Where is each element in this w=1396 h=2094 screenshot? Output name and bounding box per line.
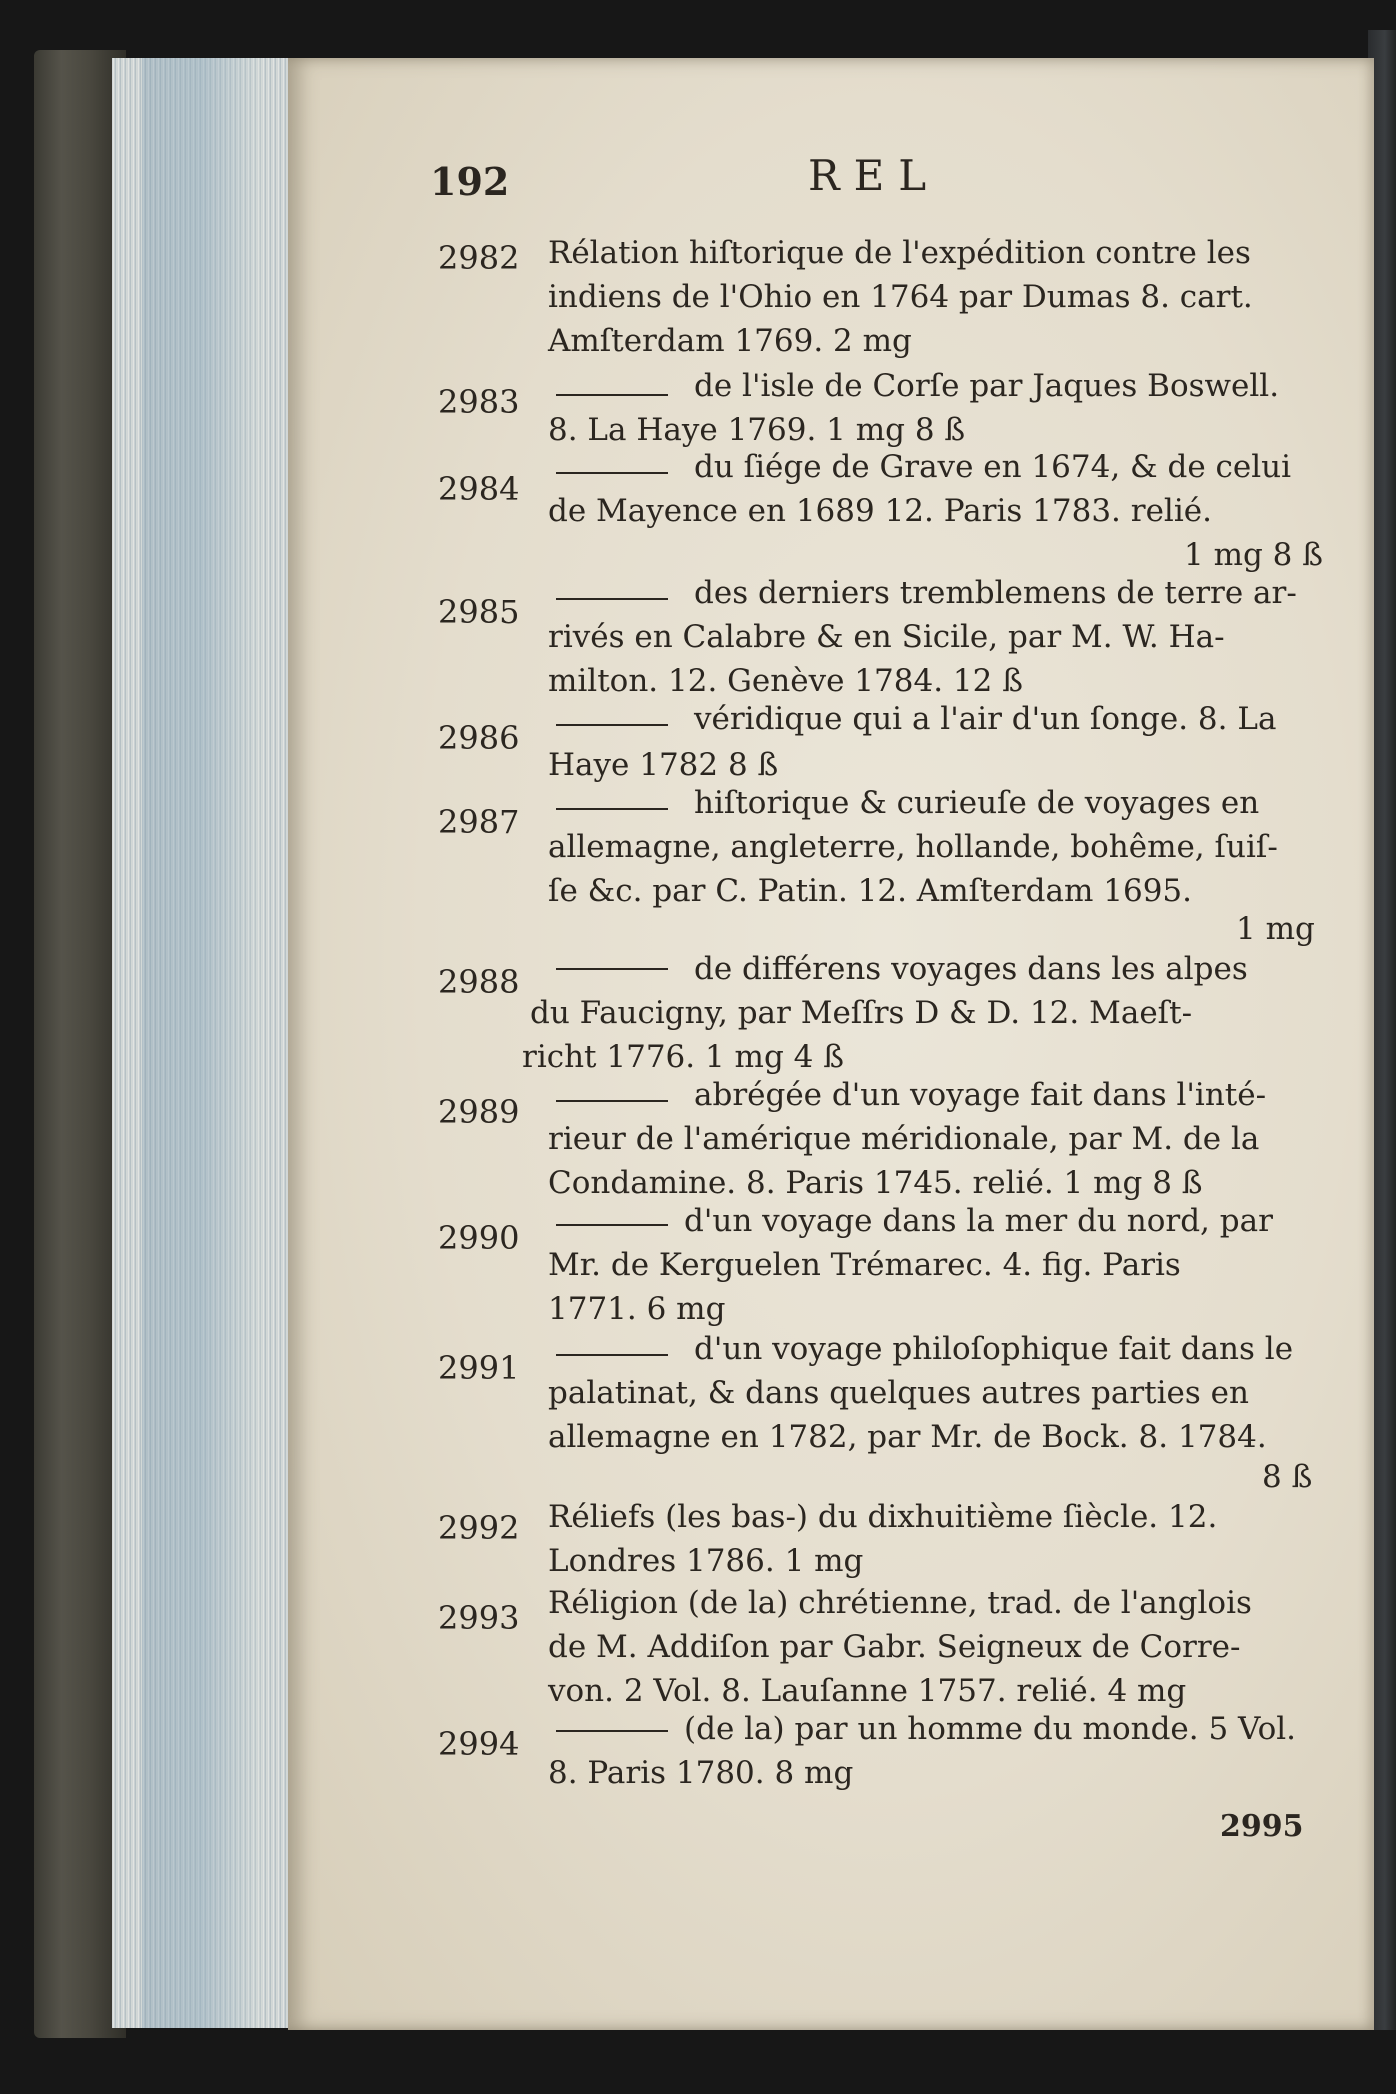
entry-line: rivés en Calabre & en Sicile, par M. W. Ha-	[548, 619, 1225, 655]
entry-line: 8 ß	[1262, 1459, 1313, 1495]
entry-line: richt 1776. 1 mg 4 ß	[522, 1039, 844, 1075]
entry-line: Mr. de Kerguelen Trémarec. 4. fig. Paris	[548, 1247, 1181, 1283]
entry-number: 2983	[438, 383, 520, 421]
entry-number: 2993	[438, 1599, 520, 1637]
entry-line: d'un voyage dans la mer du nord, par	[684, 1203, 1273, 1239]
ditto-dash	[556, 1730, 668, 1732]
entry-line: Amſterdam 1769. 2 mg	[548, 323, 912, 359]
entry-line: 1 mg	[1236, 911, 1315, 947]
entry-line: rieur de l'amérique méridionale, par M. de la	[548, 1121, 1260, 1157]
entry-line: allemagne en 1782, par Mr. de Bock. 8. 1784.	[548, 1419, 1267, 1455]
entry-line: du ſiége de Grave en 1674, & de celui	[694, 449, 1292, 485]
entry-line: Condamine. 8. Paris 1745. relié. 1 mg 8 ß	[548, 1165, 1203, 1201]
ditto-dash	[556, 1354, 668, 1356]
entry-number: 2987	[438, 803, 520, 841]
ditto-dash	[556, 808, 668, 810]
entry-number: 2991	[438, 1349, 520, 1387]
entry-number: 2988	[438, 963, 520, 1001]
entry-number: 2989	[438, 1093, 520, 1131]
page-number: 192	[430, 159, 510, 204]
ditto-dash	[556, 968, 668, 970]
entry-line: de différens voyages dans les alpes	[694, 951, 1248, 987]
entry-number: 2984	[438, 470, 520, 508]
entry-line: d'un voyage philoſophique fait dans le	[694, 1331, 1294, 1367]
entry-number: 2985	[438, 593, 520, 631]
entry-line: Réliefs (les bas-) du dixhuitième ſiècle. 12.	[548, 1499, 1218, 1535]
ditto-dash	[556, 724, 668, 726]
entry-line: indiens de l'Ohio en 1764 par Dumas 8. cart.	[548, 279, 1253, 315]
ditto-dash	[556, 394, 668, 396]
entry-line: Réligion (de la) chrétienne, trad. de l'anglois	[548, 1585, 1252, 1621]
catchword: 2995	[1220, 1809, 1304, 1844]
ditto-dash	[556, 1224, 668, 1226]
entry-line: de M. Addiſon par Gabr. Seigneux de Corre-	[548, 1629, 1241, 1665]
entry-line: Londres 1786. 1 mg	[548, 1543, 864, 1579]
entry-number: 2986	[438, 719, 520, 757]
entry-number: 2990	[438, 1219, 520, 1257]
entry-line: abrégée d'un voyage fait dans l'inté-	[694, 1077, 1267, 1113]
entry-line: milton. 12. Genève 1784. 12 ß	[548, 663, 1023, 699]
entry-number: 2994	[438, 1725, 520, 1763]
entry-line: (de la) par un homme du monde. 5 Vol.	[684, 1711, 1297, 1747]
entry-line: 1771. 6 mg	[548, 1291, 726, 1327]
entry-line: 8. Paris 1780. 8 mg	[548, 1755, 854, 1791]
ditto-dash	[556, 598, 668, 600]
entry-line: véridique qui a l'air d'un ſonge. 8. La	[694, 701, 1277, 737]
running-head: REL	[808, 151, 941, 200]
entry-line: de l'isle de Corſe par Jaques Boswell.	[694, 368, 1280, 404]
entry-line: du Faucigny, par Meſſrs D & D. 12. Maeſt-	[530, 995, 1193, 1031]
entry-line: Haye 1782 8 ß	[548, 747, 779, 783]
entry-line: hiſtorique & curieuſe de voyages en	[694, 785, 1260, 821]
ditto-dash	[556, 1100, 668, 1102]
entry-line: des derniers tremblemens de terre ar-	[694, 575, 1297, 611]
entry-line: palatinat, & dans quelques autres parties en	[548, 1375, 1249, 1411]
entry-line: 8. La Haye 1769. 1 mg 8 ß	[548, 412, 966, 448]
entry-line: 1 mg 8 ß	[1184, 537, 1323, 573]
entry-line: ſe &c. par C. Patin. 12. Amſterdam 1695.	[548, 873, 1193, 909]
entry-line: de Mayence en 1689 12. Paris 1783. relié.	[548, 493, 1212, 529]
entry-line: allemagne, angleterre, hollande, bohême, ſuiſ-	[548, 829, 1278, 865]
entry-number: 2992	[438, 1509, 520, 1547]
page-edges	[112, 58, 288, 2028]
entry-number: 2982	[438, 239, 520, 277]
entry-line: Rélation hiſtorique de l'expédition contre les	[548, 235, 1251, 271]
ditto-dash	[556, 472, 668, 474]
entry-line: von. 2 Vol. 8. Lauſanne 1757. relié. 4 mg	[548, 1673, 1187, 1709]
